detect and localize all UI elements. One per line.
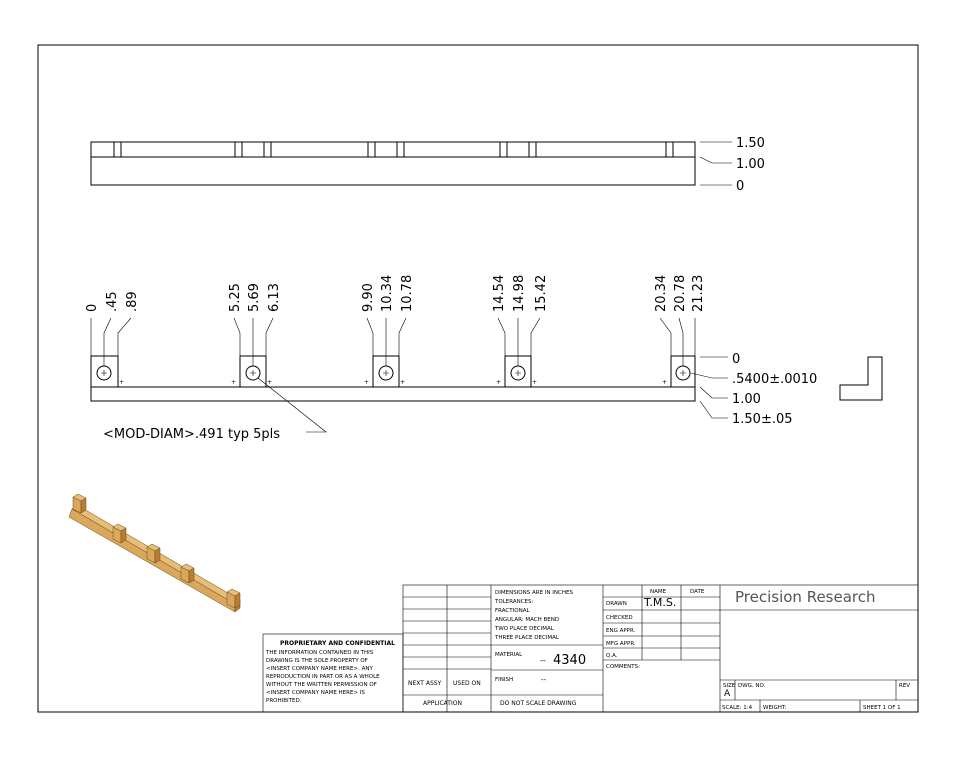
x-dim-1498: 14.98 xyxy=(512,274,527,312)
top-dim-1-00: 1.00 xyxy=(736,157,765,172)
svg-text:+: + xyxy=(119,379,125,386)
tb-tol-line: ANGULAR: MACH BEND xyxy=(495,617,560,623)
x-dim-613: 6.13 xyxy=(267,283,282,312)
tb-no-scale: DO NOT SCALE DRAWING xyxy=(500,700,577,707)
x-ordinate-leaders xyxy=(91,318,695,366)
x-dim-045: .45 xyxy=(105,291,120,312)
svg-text:+: + xyxy=(400,379,406,386)
y-dim-0540: .5400±.0010 xyxy=(732,372,818,387)
tb-material: 4340 xyxy=(553,653,587,668)
title-block xyxy=(403,585,918,712)
top-view xyxy=(91,136,765,194)
tb-tol-line: TOLERANCES: xyxy=(495,599,534,605)
iso-tab-2 xyxy=(113,524,126,543)
tb-scale-label: SCALE: 1:4 xyxy=(722,705,753,711)
x-dim-525: 5.25 xyxy=(228,283,243,312)
proprietary-line: PROHIBITED. xyxy=(266,698,302,704)
tb-tol-line: TWO PLACE DECIMAL xyxy=(495,626,554,632)
tb-tol-line: DIMENSIONS ARE IN INCHES xyxy=(495,590,573,596)
tb-size: A xyxy=(724,689,731,699)
proprietary-line: REPRODUCTION IN PART OR AS A WHOLE xyxy=(266,674,380,680)
svg-text:+: + xyxy=(496,379,502,386)
x-dim-990: 9.90 xyxy=(361,283,376,312)
tb-date-header: DATE xyxy=(690,589,705,595)
tb-dwg-no-label: DWG. NO. xyxy=(738,683,766,689)
top-dim-1-50: 1.50 xyxy=(736,136,765,151)
x-dim-1078: 10.78 xyxy=(400,274,415,312)
iso-tab-5 xyxy=(227,589,240,608)
tb-material-prefix: -- xyxy=(540,656,546,665)
proprietary-line: DRAWING IS THE SOLE PROPERTY OF xyxy=(266,658,368,664)
hole-callout-note: <MOD-DIAM>.491 typ 5pls xyxy=(103,427,281,442)
front-view xyxy=(85,275,817,442)
x-dim-2034: 20.34 xyxy=(654,274,669,312)
y-dim-100: 1.00 xyxy=(732,392,761,407)
tab-5 xyxy=(662,356,695,387)
tb-eng-appr-label: ENG APPR. xyxy=(606,628,636,634)
tb-next-assy: NEXT ASSY xyxy=(408,680,442,687)
tb-mfg-appr-label: MFG APPR. xyxy=(606,641,636,647)
svg-text:+: + xyxy=(231,379,237,386)
svg-text:+: + xyxy=(662,379,668,386)
tb-application: APPLICATION xyxy=(423,700,462,707)
proprietary-line: <INSERT COMPANY NAME HERE> IS xyxy=(266,690,365,696)
proprietary-block xyxy=(263,634,403,712)
svg-text:+: + xyxy=(267,379,273,386)
isometric-view xyxy=(69,494,240,612)
tb-weight-label: WEIGHT: xyxy=(763,705,787,711)
x-dim-1542: 15.42 xyxy=(534,274,549,312)
proprietary-line: <INSERT COMPANY NAME HERE>. ANY xyxy=(266,666,373,672)
y-dim-150: 1.50±.05 xyxy=(732,412,793,427)
tb-sheet-label: SHEET 1 OF 1 xyxy=(863,705,901,711)
side-view-profile xyxy=(840,357,882,400)
x-dim-1034: 10.34 xyxy=(380,274,395,312)
top-dim-0: 0 xyxy=(736,179,745,194)
proprietary-line: WITHOUT THE WRITTEN PERMISSION OF xyxy=(266,682,377,688)
x-dim-1454: 14.54 xyxy=(492,274,507,312)
x-dim-2123: 21.23 xyxy=(691,274,706,312)
tab-4 xyxy=(496,356,537,387)
top-view-tabs xyxy=(114,142,673,157)
top-view-dim-leaders xyxy=(700,142,732,185)
tb-size-label: SIZE xyxy=(723,683,736,689)
tb-tol-line: FRACTIONAL xyxy=(495,608,530,614)
iso-tab-4 xyxy=(181,564,194,583)
proprietary-title: PROPRIETARY AND CONFIDENTIAL xyxy=(280,640,395,647)
tb-checked-label: CHECKED xyxy=(606,615,633,621)
tb-name-header: NAME xyxy=(650,589,667,595)
tab-3 xyxy=(364,356,405,387)
tb-material-label: MATERIAL xyxy=(495,652,523,658)
tb-qa-label: Q.A. xyxy=(606,653,618,659)
tb-company-name: Precision Research xyxy=(735,588,876,606)
x-dim-0: 0 xyxy=(85,303,100,312)
x-dim-2078: 20.78 xyxy=(673,274,688,312)
tb-finish: -- xyxy=(541,676,547,684)
tb-rev-label: REV xyxy=(899,683,911,689)
y-ordinate-leaders xyxy=(691,357,728,418)
x-dim-089: .89 xyxy=(125,291,140,312)
tab-1 xyxy=(91,356,124,387)
tab-2 xyxy=(231,356,272,387)
iso-tab-3 xyxy=(147,544,160,563)
y-dim-0: 0 xyxy=(732,352,741,367)
svg-text:+: + xyxy=(532,379,538,386)
x-dim-569: 5.69 xyxy=(247,283,262,312)
tb-comments-label: COMMENTS: xyxy=(606,664,640,670)
x-ordinate-labels xyxy=(85,275,706,312)
tb-drawn-label: DRAWN xyxy=(606,601,627,607)
tb-finish-label: FINISH xyxy=(495,677,514,683)
iso-tab-1 xyxy=(73,494,86,513)
tb-tol-line: THREE PLACE DECIMAL xyxy=(495,635,559,641)
tb-drawn-by: T.M.S. xyxy=(644,596,677,609)
tb-used-on: USED ON xyxy=(453,680,481,687)
svg-text:+: + xyxy=(364,379,370,386)
proprietary-line: THE INFORMATION CONTAINED IN THIS xyxy=(266,650,374,656)
hole-callout-leader xyxy=(258,378,326,432)
